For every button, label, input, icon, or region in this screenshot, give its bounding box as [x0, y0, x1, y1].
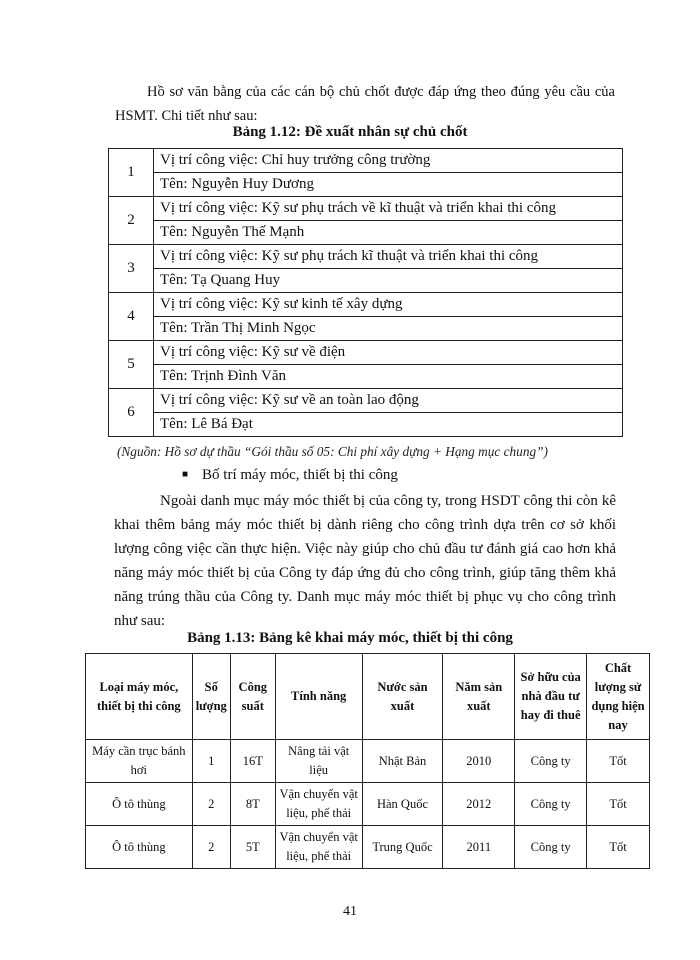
table2-caption: Bảng 1.13: Bảng kê khai máy móc, thiết bị thi công: [187, 630, 513, 646]
column-header: Công suất: [230, 654, 275, 740]
column-header: Loại máy móc, thiết bị thi công: [86, 654, 193, 740]
table-header-row: [86, 654, 650, 740]
column-header: Tính năng: [275, 654, 362, 740]
table-cell: Vận chuyển vật liệu, phế thải: [275, 826, 362, 869]
position-cell: Vị trí công việc: Chỉ huy trưởng công trường: [154, 149, 623, 173]
table-row: [109, 245, 623, 269]
table-cell: 2011: [443, 826, 515, 869]
table1-source-note: (Nguồn: Hồ sơ dự thầu “Gói thầu số 05: Chi phí xây dựng + Hạng mục chung”): [117, 444, 548, 459]
table-cell: 5T: [230, 826, 275, 869]
table-row: [109, 413, 623, 437]
intro-text: Hồ sơ văn bằng của các cán bộ chủ chốt được đáp ứng theo đúng yêu cầu của HSMT. Chi tiết như sau:: [115, 84, 615, 124]
table-cell: Công ty: [515, 783, 587, 826]
table-row: [109, 173, 623, 197]
name-cell: Tên: Nguyễn Huy Dương: [154, 173, 623, 197]
column-header: Chất lượng sử dụng hiện nay: [587, 654, 650, 740]
position-cell: Vị trí công việc: Kỹ sư kinh tế xây dựng: [154, 293, 623, 317]
table-row: [109, 341, 623, 365]
table-cell: 2: [192, 783, 230, 826]
column-header: Sở hữu của nhà đầu tư hay đi thuê: [515, 654, 587, 740]
table-cell: Tốt: [587, 826, 650, 869]
table-cell: Ô tô thùng: [86, 826, 193, 869]
table-row: [109, 221, 623, 245]
row-number: 3: [109, 245, 154, 293]
table-row: [86, 740, 650, 783]
page-number: 41: [343, 904, 357, 919]
bullet-item: [182, 467, 398, 484]
row-number: 4: [109, 293, 154, 341]
table-cell: Tốt: [587, 740, 650, 783]
table-cell: Máy cần trục bánh hơi: [86, 740, 193, 783]
table-row: [109, 149, 623, 173]
table-cell: Công ty: [515, 740, 587, 783]
table-row: [109, 317, 623, 341]
position-cell: Vị trí công việc: Kỹ sư phụ trách kĩ thuật và triển khai thi công: [154, 245, 623, 269]
table-cell: 8T: [230, 783, 275, 826]
position-cell: Vị trí công việc: Kỹ sư về điện: [154, 341, 623, 365]
key-personnel-table: [108, 148, 623, 437]
table-row: [86, 783, 650, 826]
name-cell: Tên: Lê Bá Đạt: [154, 413, 623, 437]
position-cell: Vị trí công việc: Kỹ sư phụ trách về kĩ thuật và triển khai thi công: [154, 197, 623, 221]
bullet-text: Bố trí máy móc, thiết bị thi công: [202, 467, 398, 483]
table-row: [109, 197, 623, 221]
table-cell: 2: [192, 826, 230, 869]
name-cell: Tên: Tạ Quang Huy: [154, 269, 623, 293]
table-cell: Vận chuyển vật liệu, phế thải: [275, 783, 362, 826]
name-cell: Tên: Nguyễn Thế Mạnh: [154, 221, 623, 245]
body-paragraph-text: Ngoài danh mục máy móc thiết bị của công ty, trong HSDT công thi còn kê khai thêm bảng máy móc thiết bị dành riêng cho công trình dựa trên cơ sở khối lượng công việc cần thực hiện. Việc này giúp cho chủ đầu tư đánh giá cao hơn khả năng máy móc thiết bị của Công ty đáp ứng đủ cho công trình, giúp tăng thêm khả năng trúng thầu của Công ty. Danh mục máy móc thiết bị phục vụ cho công trình như sau:: [114, 493, 616, 629]
square-bullet-icon: ■: [182, 469, 189, 480]
table1-caption: Bảng 1.12: Đề xuất nhân sự chủ chốt: [232, 124, 468, 140]
table-cell: 1: [192, 740, 230, 783]
body-paragraph: [114, 489, 616, 633]
table-row: [109, 269, 623, 293]
table-row: [109, 389, 623, 413]
row-number: 2: [109, 197, 154, 245]
column-header: Nước sản xuất: [362, 654, 443, 740]
table-cell: Nhật Bản: [362, 740, 443, 783]
equipment-table: [85, 653, 650, 869]
table-cell: Công ty: [515, 826, 587, 869]
table-cell: Hàn Quốc: [362, 783, 443, 826]
table-cell: Ô tô thùng: [86, 783, 193, 826]
table-row: [109, 293, 623, 317]
table-cell: Tốt: [587, 783, 650, 826]
row-number: 6: [109, 389, 154, 437]
table-cell: 2012: [443, 783, 515, 826]
row-number: 1: [109, 149, 154, 197]
column-header: Năm sản xuất: [443, 654, 515, 740]
table-cell: Nâng tải vật liệu: [275, 740, 362, 783]
column-header: Số lượng: [192, 654, 230, 740]
intro-paragraph: [115, 80, 615, 128]
row-number: 5: [109, 341, 154, 389]
table-cell: 16T: [230, 740, 275, 783]
position-cell: Vị trí công việc: Kỹ sư về an toàn lao động: [154, 389, 623, 413]
name-cell: Tên: Trần Thị Minh Ngọc: [154, 317, 623, 341]
name-cell: Tên: Trịnh Đình Văn: [154, 365, 623, 389]
table-cell: 2010: [443, 740, 515, 783]
table-cell: Trung Quốc: [362, 826, 443, 869]
table-row: [86, 826, 650, 869]
table-row: [109, 365, 623, 389]
